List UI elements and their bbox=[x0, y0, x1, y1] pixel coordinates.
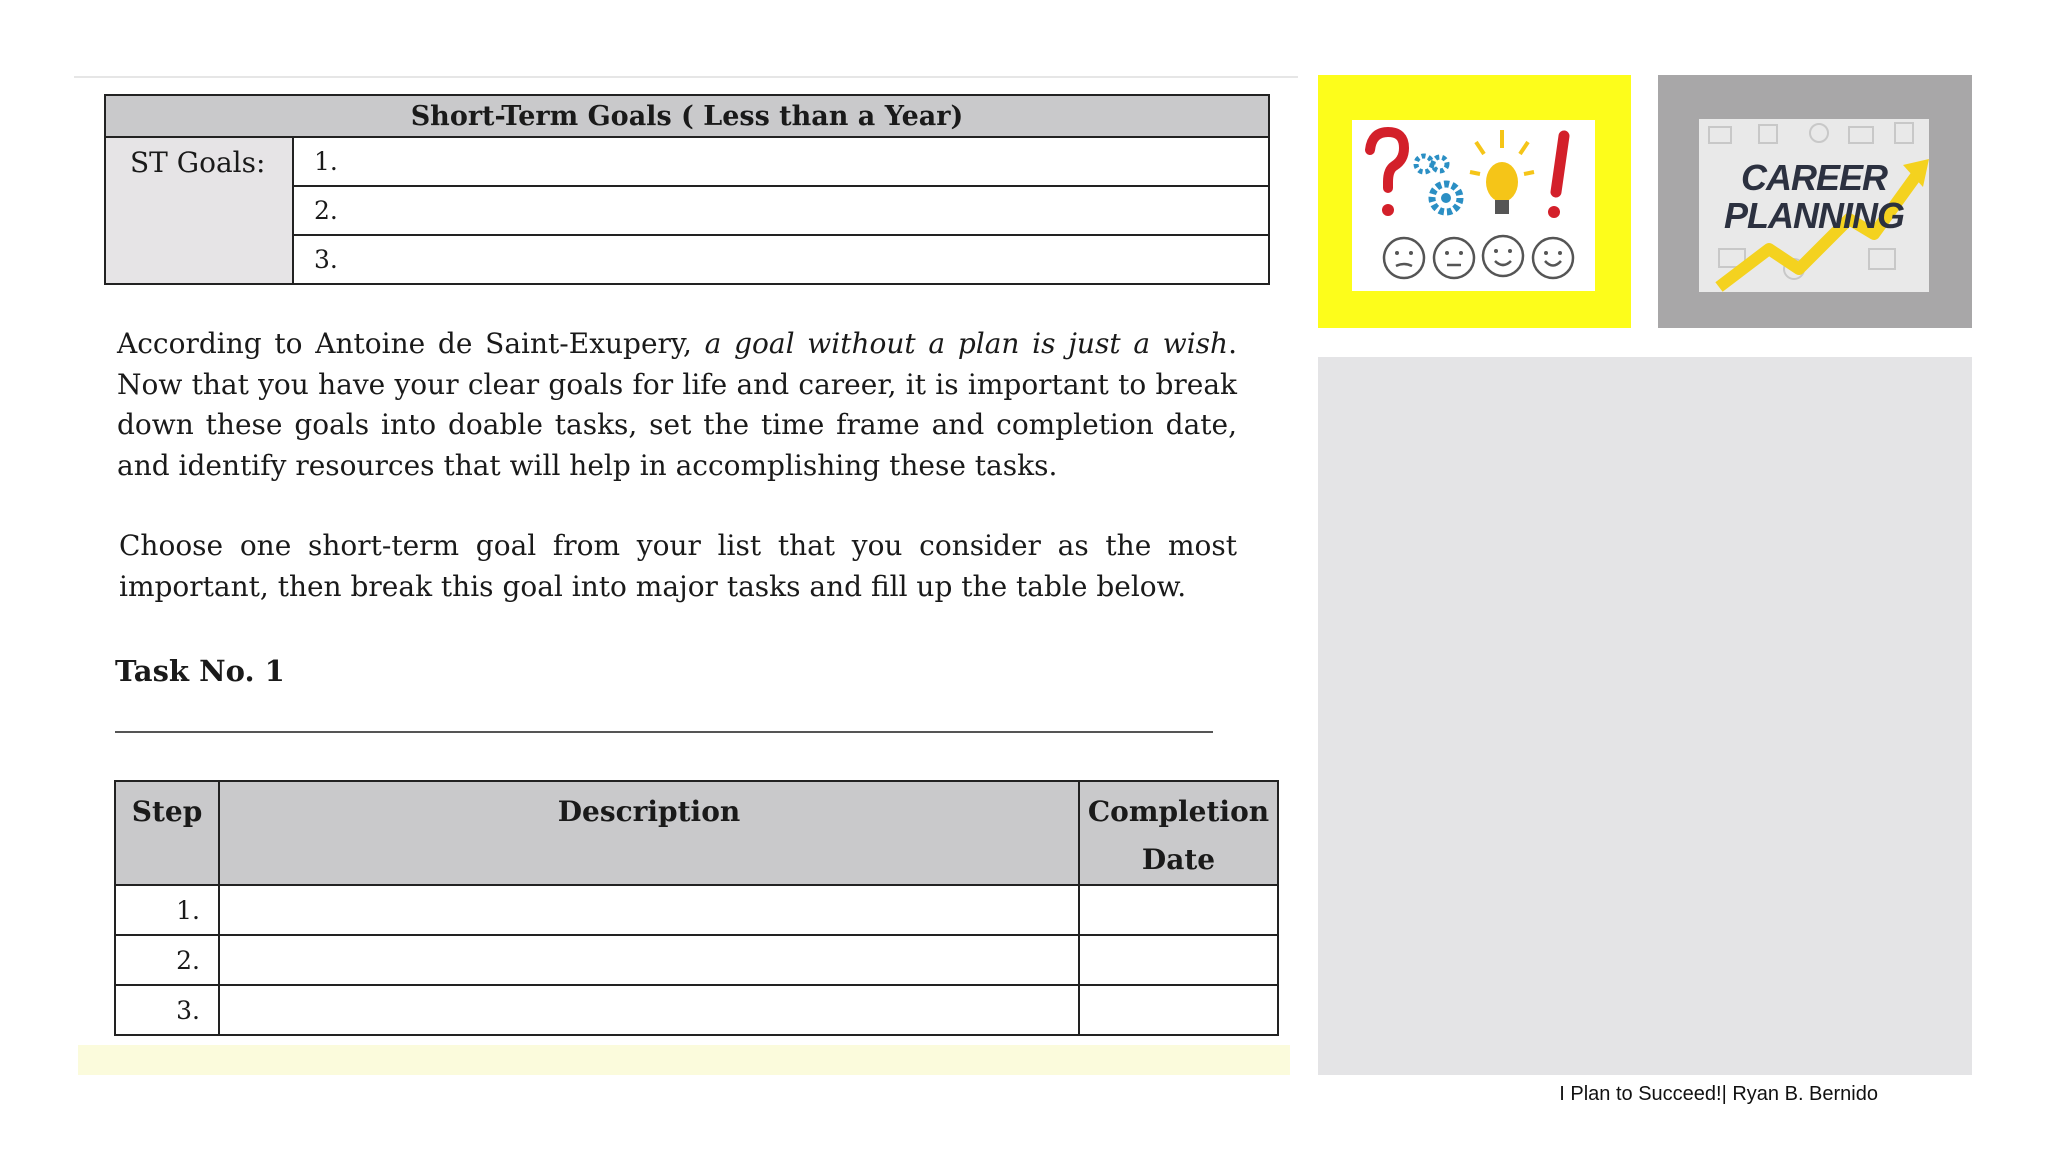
highlight-band bbox=[78, 1045, 1290, 1075]
table-row bbox=[115, 885, 1278, 935]
completion-date-cell bbox=[1079, 885, 1278, 935]
step-header: Step bbox=[115, 781, 219, 885]
top-divider bbox=[74, 76, 1298, 78]
st-goal-row: 1. bbox=[293, 137, 1269, 186]
description-header: Description bbox=[219, 781, 1079, 885]
career-text-line1: CAREER bbox=[1740, 157, 1887, 198]
completion-date-cell bbox=[1079, 935, 1278, 985]
task-answer-line bbox=[115, 731, 1213, 733]
question-gears-bulb-emoji-icon bbox=[1352, 120, 1595, 291]
intro-text-start: According to Antoine de Saint-Exupery, bbox=[117, 327, 705, 360]
completion-date-header-line2: Date bbox=[1141, 843, 1216, 876]
completion-date-cell bbox=[1079, 985, 1278, 1035]
instruction-paragraph: Choose one short-term goal from your list that you consider as the most important, then break this goal into major tasks and fill up the table below. bbox=[119, 529, 1237, 603]
intro-paragraph bbox=[117, 324, 1237, 486]
description-cell bbox=[219, 885, 1079, 935]
st-goal-row: 3. bbox=[293, 235, 1269, 284]
st-goals-label: ST Goals: bbox=[105, 137, 293, 284]
side-panel bbox=[1318, 357, 1972, 1075]
table-row bbox=[115, 985, 1278, 1035]
table-row bbox=[115, 935, 1278, 985]
completion-date-header bbox=[1079, 781, 1278, 885]
short-term-goals-table bbox=[104, 94, 1270, 285]
career-planning-image-frame bbox=[1658, 75, 1972, 328]
description-cell bbox=[219, 985, 1079, 1035]
step-number: 3. bbox=[115, 985, 219, 1035]
task-title: Task No. 1 bbox=[115, 654, 285, 688]
career-planning-image bbox=[1699, 119, 1929, 292]
ideas-image-frame bbox=[1318, 75, 1631, 328]
step-number: 2. bbox=[115, 935, 219, 985]
footer-credit: I Plan to Succeed!| Ryan B. Bernido bbox=[1559, 1083, 1878, 1105]
step-number: 1. bbox=[115, 885, 219, 935]
completion-date-header-line1: Completion bbox=[1087, 795, 1270, 828]
intro-text-end: . Now that you have your clear goals for life and career, it is important to break down these goals into doable tasks, set the time frame and completion date, and identify resources that will help in accomplishing these tasks. bbox=[117, 327, 1237, 482]
short-term-goals-header: Short-Term Goals ( Less than a Year) bbox=[105, 95, 1269, 137]
career-text-line2: PLANNING bbox=[1724, 195, 1904, 236]
intro-quote: a goal without a plan is just a wish bbox=[704, 327, 1229, 360]
st-goal-row: 2. bbox=[293, 186, 1269, 235]
description-cell bbox=[219, 935, 1079, 985]
task-table bbox=[114, 780, 1279, 1036]
